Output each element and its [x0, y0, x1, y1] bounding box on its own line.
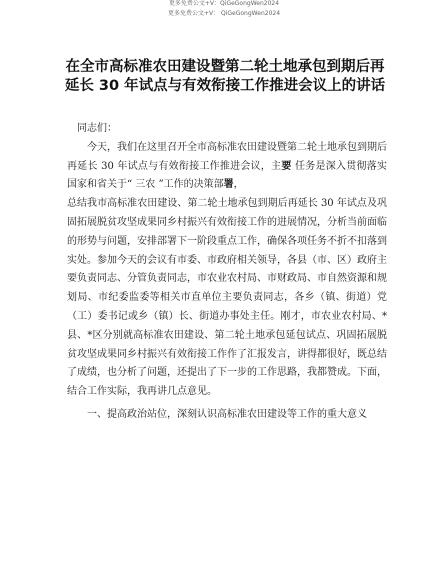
header-watermark-line: 更多免费公文+V： QiGeGongWen2024 — [167, 10, 281, 17]
paragraph-text: 任务是深入贯彻落实国家和省关于“ 三农 ”工作的决策部 — [67, 160, 387, 191]
document-title: 在全市高标准农田建设暨第二轮土地承包到期后再延长 30 年试点与有效衔接工作推进会议上的讲话 — [64, 59, 386, 94]
bold-text: 要 — [281, 160, 292, 172]
bold-text: 署 — [223, 179, 234, 191]
greeting: 同志们： — [77, 123, 117, 134]
header-watermark-line: 更多免费公文+V：QiGeGongWen2024 — [168, 0, 280, 7]
section-heading: 一、提高政治站位，深刻认识高标准农田建设等工作的重大意义 — [87, 408, 367, 420]
paragraph: 总结我市高标准农田建设、第二轮土地承包到期后再延长 30 年试点及巩固拓展脱贫攻坚成果同乡村振兴有效衔接工作的进展情况，分析当前面临的形势与问题，安排部署下一阶段重点工作，确保各项任务不折不扣落到实处。参加今天的会议有市委、市政府相关领导，各县（市、区）政府主要负责同志、分管负责同志，市农业农村局、市财政局、市自然资源和规划局、市纪委监委等相关市直单位主要负责同志，各乡（镇、街道）党（工）委书记或乡（镇）长、街道办事处主任。刚才，市农业农村局、*县、*区分别就高标准农田建设、第二轮土地承包延包试点、巩固拓展脱贫攻坚成果同乡村振兴有效衔接工作作了汇报发言，讲得都很好，既总结了成绩，也分析了问题，还提出了下一步的工作思路，我都赞成。下面，结合工作实际，我再讲几点意见。 — [67, 198, 387, 398]
document-body — [67, 120, 387, 425]
paragraph-text: ， — [233, 179, 244, 191]
paragraph-text: 今天，我们在这里召开全市高标准农田建设暨第二轮土地承包到期后再延长 30 年试点与有效衔接工作推进会议，主 — [67, 141, 387, 172]
paragraph — [67, 139, 387, 195]
